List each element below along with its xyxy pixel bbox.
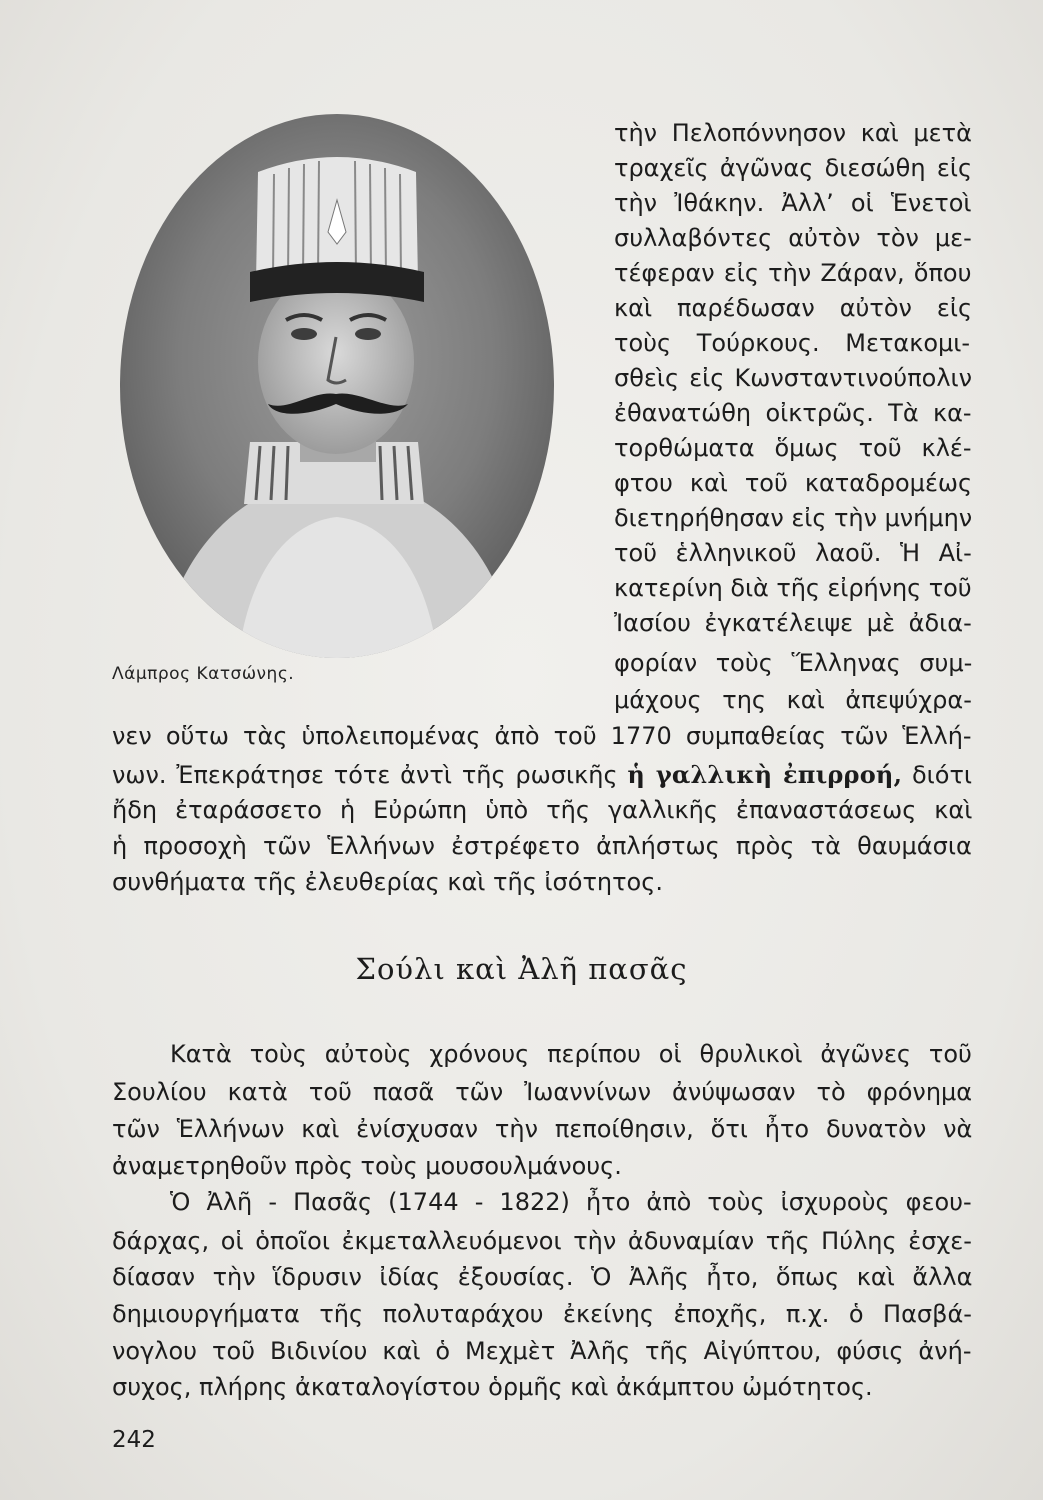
paragraph-line: δάρχας, οἱ ὁποῖοι ἐκμεταλλευόμενοι τὴν ἀδυναμίαν τῆς Πύλης ἐσχε- <box>112 1227 972 1255</box>
body-text-line: συνθήματα τῆς ἐλευθερίας καὶ τῆς ἰσότητος. <box>112 868 663 896</box>
side-text-line: μάχους της καὶ ἀπεψύχρα- <box>614 686 972 714</box>
side-text-line: τὴν Ἰθάκην. Ἀλλ’ οἱ Ἑνετοὶ <box>614 189 972 217</box>
side-text-line: καὶ παρέδωσαν αὐτὸν εἰς <box>614 294 973 322</box>
side-text-line: κατερίνη διὰ τῆς εἰρήνης τοῦ <box>614 574 972 602</box>
side-text-line: τορθώματα ὅμως τοῦ κλέ- <box>614 434 972 462</box>
text-segment: νων. Ἐπεκράτησε τότε ἀντὶ τῆς ρωσικῆς <box>112 761 628 789</box>
body-text-line-emphasis <box>112 757 972 793</box>
paragraph-line: δημιουργήματα τῆς πολυταράχου ἐκείνης ἐποχῆς, π.χ. ὁ Πασβά- <box>112 1300 972 1328</box>
body-text-line: ἤδη ἐταράσσετο ἡ Εὐρώπη ὑπὸ τῆς γαλλικῆς ἐπαναστάσεως καὶ <box>112 796 973 824</box>
side-text-line: τραχεῖς ἀγῶνας διεσώθη εἰς <box>614 154 973 182</box>
side-text-line: φτου καὶ τοῦ καταδρομέως <box>614 469 973 497</box>
side-text-line: τοὺς Τούρκους. Μετακομι- <box>614 329 971 357</box>
side-text-line: Ἰασίου ἐγκατέλειψε μὲ ἀδια- <box>614 609 972 637</box>
paragraph-line: Ὁ Ἀλῆ - Πασᾶς (1744 - 1822) ἦτο ἀπὸ τοὺς ἰσχυροὺς φεου- <box>170 1188 972 1216</box>
paragraph-line: Κατὰ τοὺς αὐτοὺς χρόνους περίπου οἱ θρυλικοὶ ἀγῶνες τοῦ <box>170 1040 972 1068</box>
portrait-caption: Λάμπρος Κατσώνης. <box>112 664 295 684</box>
side-text-line: τοῦ ἑλληνικοῦ λαοῦ. Ἡ Αἰ- <box>614 539 972 567</box>
bold-emphasis: ἡ γαλλικὴ ἐπιρροή, <box>627 760 903 789</box>
paragraph-line: δίασαν τὴν ἵδρυσιν ἰδίας ἐξουσίας. Ὁ Ἀλῆς ἦτο, ὅπως καὶ ἄλλα <box>112 1263 973 1291</box>
paragraph-line: Σουλίου κατὰ τοῦ πασᾶ τῶν Ἰωαννίνων ἀνύψωσαν τὸ φρόνημα <box>112 1078 973 1106</box>
paragraph-line: συχος, πλήρης ἀκαταλογίστου ὁρμῆς καὶ ἀκάμπτου ὠμότητος. <box>112 1373 873 1401</box>
page-number: 242 <box>112 1427 156 1453</box>
side-text-line: τὴν Πελοπόννησον καὶ μετὰ <box>614 119 972 147</box>
body-text-line: ἡ προσοχὴ τῶν Ἑλλήνων ἐστρέφετο ἀπλήστως πρὸς τὰ θαυμάσια <box>112 832 972 860</box>
side-text-line: φορίαν τοὺς Ἕλληνας συμ- <box>614 649 973 677</box>
side-text-line: ἐθανατώθη οἰκτρῶς. Τὰ κα- <box>614 399 972 427</box>
paragraph-line: ἀναμετρηθοῦν πρὸς τοὺς μουσουλμάνους. <box>112 1152 622 1180</box>
text-segment: διότι <box>902 761 973 789</box>
side-text-line: τέφεραν εἰς τὴν Ζάραν, ὅπου <box>614 259 972 287</box>
portrait-illustration <box>118 112 556 660</box>
side-text-line: συλλαβόντες αὐτὸν τὸν με- <box>614 224 972 252</box>
side-text-line: διετηρήθησαν εἰς τὴν μνήμην <box>614 504 973 532</box>
section-heading: Σούλι καὶ Ἀλῆ πασᾶς <box>355 952 688 986</box>
body-text-line: νεν οὕτω τὰς ὑπολειπομένας ἀπὸ τοῦ 1770 συμπαθείας τῶν Ἑλλή- <box>112 722 972 750</box>
side-text-line: σθεὶς εἰς Κωνσταντινούπολιν <box>614 364 973 392</box>
paragraph-line: νογλου τοῦ Βιδινίου καὶ ὁ Μεχμὲτ Ἀλῆς τῆς Αἰγύπτου, φύσις ἀνή- <box>112 1337 972 1365</box>
paragraph-line: τῶν Ἑλλήνων καὶ ἐνίσχυσαν τὴν πεποίθησιν, ὅτι ἦτο δυνατὸν νὰ <box>112 1115 973 1143</box>
